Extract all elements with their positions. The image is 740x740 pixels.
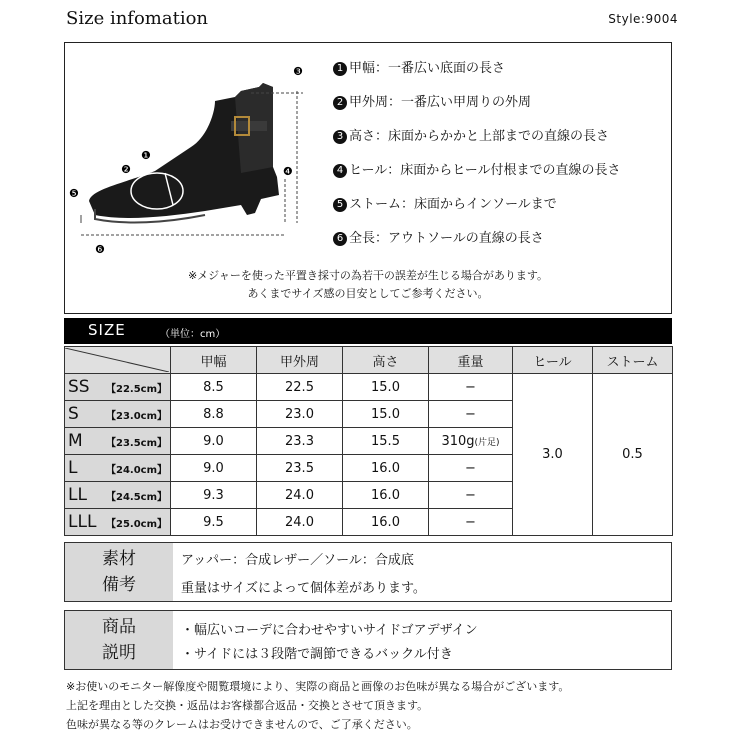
size-label: SIZE <box>88 321 126 339</box>
material-label: 素材 <box>102 549 136 569</box>
size-letter: LLL <box>68 512 97 532</box>
material-box <box>64 542 672 602</box>
size-letter: S <box>68 404 79 424</box>
remarks-value: 重量はサイズによって個体差があります。 <box>181 581 426 596</box>
unit-label: （単位：cm） <box>160 329 226 340</box>
width-cell: 9.0 <box>171 428 257 455</box>
header-corner <box>65 347 171 374</box>
product-line: ・幅広いコーデに合わせやすいサイドゴアデザイン <box>181 623 478 638</box>
description-label: 説明 <box>102 643 136 663</box>
size-letter: LL <box>68 485 87 505</box>
number-badge: 6 <box>333 232 347 246</box>
feature-item <box>333 61 620 95</box>
page-title: Size infomation <box>66 8 209 29</box>
size-length: 【22.5cm】 <box>106 384 168 395</box>
height-cell: 16.0 <box>343 455 429 482</box>
remarks-label: 備考 <box>102 575 136 595</box>
size-cell <box>65 509 171 536</box>
size-length: 【24.5cm】 <box>106 492 168 503</box>
girth-cell: 23.0 <box>257 401 343 428</box>
height-cell: 16.0 <box>343 509 429 536</box>
feature-item <box>333 197 620 231</box>
size-section-bar <box>64 318 672 344</box>
feature-list <box>333 61 620 265</box>
product-box <box>64 610 672 670</box>
feature-text: 全長：アウトソールの直線の長さ <box>349 231 544 246</box>
footer-note: ※お使いのモニター解像度や閲覧環境により、実際の商品と画像のお色味が異なる場合がございます。 <box>66 680 570 693</box>
weight-cell: − <box>429 482 513 509</box>
size-letter: L <box>68 458 78 478</box>
weight-cell: − <box>429 509 513 536</box>
height-cell: 15.0 <box>343 401 429 428</box>
girth-cell: 23.3 <box>257 428 343 455</box>
size-cell <box>65 401 171 428</box>
column-header: 高さ <box>343 347 429 374</box>
footer-note: 色味が異なる等のクレームはお受けできませんので、ご了承ください。 <box>66 718 418 731</box>
measure-note: あくまでサイズ感の目安としてご参考ください。 <box>247 287 489 300</box>
size-cell <box>65 428 171 455</box>
girth-cell: 24.0 <box>257 482 343 509</box>
callout-5: ❺ <box>69 187 79 200</box>
weight-note: (片足) <box>474 437 500 448</box>
girth-cell: 23.5 <box>257 455 343 482</box>
table-row <box>65 374 673 401</box>
feature-item <box>333 163 620 197</box>
size-cell <box>65 455 171 482</box>
callout-2: ❷ <box>121 163 131 176</box>
weight-cell: − <box>429 374 513 401</box>
product-line: ・サイドには３段階で調節できるバックル付き <box>181 647 453 662</box>
width-cell: 8.5 <box>171 374 257 401</box>
width-cell: 9.3 <box>171 482 257 509</box>
column-header: 甲外周 <box>257 347 343 374</box>
measure-note: ※メジャーを使った平置き採寸の為若干の誤差が生じる場合があります。 <box>187 269 549 282</box>
feature-text: 甲幅：一番広い底面の長さ <box>349 61 506 76</box>
measurement-guide <box>64 42 672 314</box>
number-badge: 5 <box>333 198 347 212</box>
size-table <box>64 346 673 536</box>
footer-note: 上記を理由とした交換・返品はお客様都合返品・交換とさせて頂きます。 <box>66 699 429 712</box>
callout-3: ❸ <box>293 65 303 78</box>
weight-cell <box>429 428 513 455</box>
style-code: Style:9004 <box>608 12 678 26</box>
column-header: 甲幅 <box>171 347 257 374</box>
column-header: ヒール <box>513 347 593 374</box>
feature-item <box>333 129 620 163</box>
size-letter: M <box>68 431 83 451</box>
size-cell <box>65 482 171 509</box>
height-cell: 15.5 <box>343 428 429 455</box>
height-cell: 15.0 <box>343 374 429 401</box>
size-length: 【23.0cm】 <box>106 411 168 422</box>
size-length: 【24.0cm】 <box>106 465 168 476</box>
table-header-row <box>65 347 673 374</box>
number-badge: 1 <box>333 62 347 76</box>
number-badge: 2 <box>333 96 347 110</box>
size-cell <box>65 374 171 401</box>
heel-cell: 3.0 <box>513 374 593 536</box>
feature-text: 甲外周：一番広い甲周りの外周 <box>349 95 532 110</box>
callout-1: ❶ <box>141 149 151 162</box>
material-key <box>65 543 173 601</box>
girth-cell: 24.0 <box>257 509 343 536</box>
size-length: 【23.5cm】 <box>106 438 168 449</box>
girth-cell: 22.5 <box>257 374 343 401</box>
feature-item <box>333 95 620 129</box>
feature-text: ヒール：床面からヒール付根までの直線の長さ <box>349 163 621 178</box>
column-header: ストーム <box>593 347 673 374</box>
callout-4: ❹ <box>283 165 293 178</box>
feature-text: 高さ：床面からかかと上部までの直線の長さ <box>349 129 610 144</box>
height-cell: 16.0 <box>343 482 429 509</box>
product-label: 商品 <box>102 617 136 637</box>
weight-value: 310g <box>441 433 475 449</box>
weight-cell: − <box>429 455 513 482</box>
storm-cell: 0.5 <box>593 374 673 536</box>
weight-cell: − <box>429 401 513 428</box>
number-badge: 3 <box>333 130 347 144</box>
width-cell: 8.8 <box>171 401 257 428</box>
boot-diagram <box>65 43 331 273</box>
feature-item <box>333 231 620 265</box>
width-cell: 9.0 <box>171 455 257 482</box>
width-cell: 9.5 <box>171 509 257 536</box>
material-value: アッパー：合成レザー／ソール：合成底 <box>181 553 414 568</box>
feature-text: ストーム：床面からインソールまで <box>349 197 557 212</box>
number-badge: 4 <box>333 164 347 178</box>
product-key <box>65 611 173 669</box>
column-header: 重量 <box>429 347 513 374</box>
size-length: 【25.0cm】 <box>106 519 168 530</box>
size-letter: SS <box>68 377 90 397</box>
callout-6: ❻ <box>95 243 105 256</box>
